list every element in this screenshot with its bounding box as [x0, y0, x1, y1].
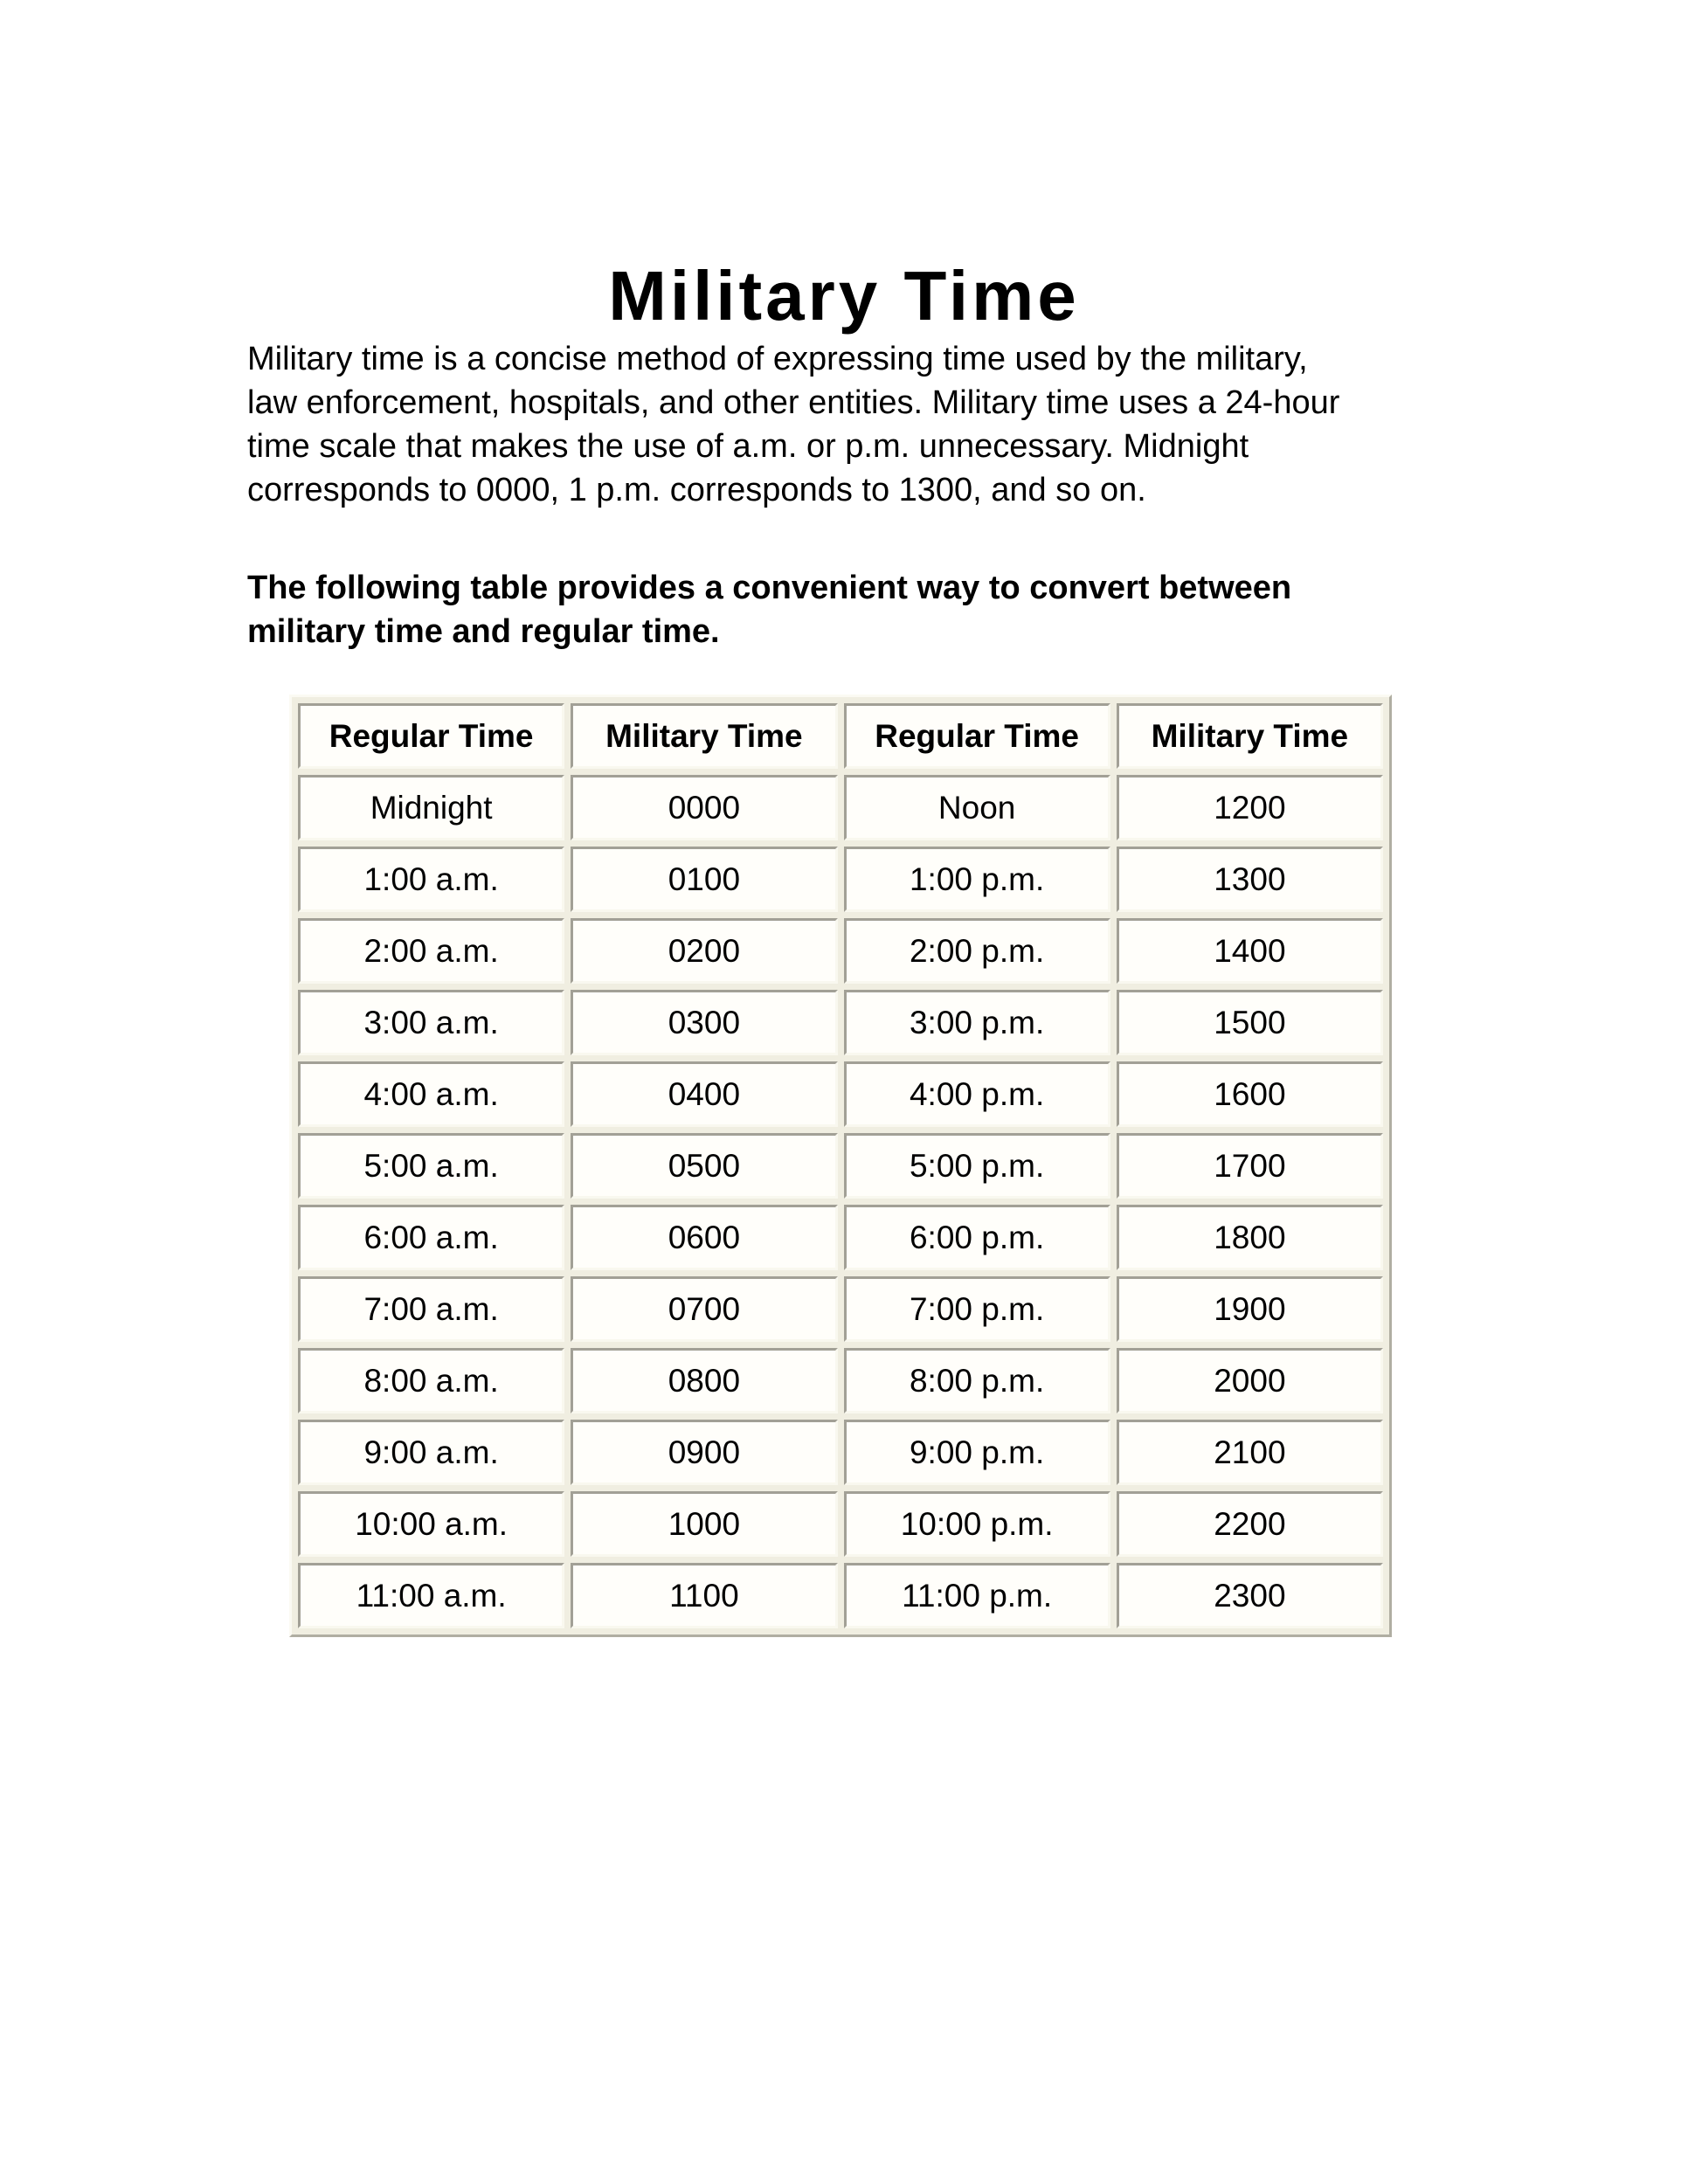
table-header-row — [298, 703, 1383, 769]
table-cell: 11:00 a.m. — [298, 1563, 564, 1628]
intro-line: law enforcement, hospitals, and other entities. Military time uses a 24-hour — [247, 384, 1340, 421]
table-cell: 9:00 p.m. — [844, 1420, 1110, 1485]
table-cell: 1:00 a.m. — [298, 847, 564, 912]
table-cell: 1300 — [1117, 847, 1383, 912]
table-cell: 2200 — [1117, 1491, 1383, 1557]
page-title: Military Time — [608, 256, 1080, 335]
table-row — [298, 1563, 1383, 1628]
table-cell: Midnight — [298, 775, 564, 840]
table-cell: 2:00 a.m. — [298, 918, 564, 984]
table-cell: 3:00 p.m. — [844, 990, 1110, 1055]
conversion-table — [289, 695, 1392, 1637]
conversion-table-body — [298, 775, 1383, 1628]
table-row — [298, 918, 1383, 984]
table-cell: 1400 — [1117, 918, 1383, 984]
table-row — [298, 990, 1383, 1055]
table-cell: 8:00 a.m. — [298, 1348, 564, 1413]
table-cell: 8:00 p.m. — [844, 1348, 1110, 1413]
table-cell: 6:00 a.m. — [298, 1205, 564, 1270]
table-cell: 1600 — [1117, 1061, 1383, 1127]
table-cell: 0900 — [571, 1420, 837, 1485]
intro-line: Military time is a concise method of expressing time used by the military, — [247, 341, 1308, 377]
table-cell: 1000 — [571, 1491, 837, 1557]
table-cell: 0300 — [571, 990, 837, 1055]
table-intro-line: The following table provides a convenient way to convert between — [247, 570, 1292, 606]
table-cell: 1100 — [571, 1563, 837, 1628]
table-row — [298, 847, 1383, 912]
table-header-cell: Regular Time — [298, 703, 564, 769]
table-cell: 2:00 p.m. — [844, 918, 1110, 984]
table-header-cell: Military Time — [571, 703, 837, 769]
table-cell: 0800 — [571, 1348, 837, 1413]
table-cell: 10:00 p.m. — [844, 1491, 1110, 1557]
table-row — [298, 1420, 1383, 1485]
table-cell: 7:00 p.m. — [844, 1276, 1110, 1342]
table-cell: 6:00 p.m. — [844, 1205, 1110, 1270]
table-intro-paragraph — [247, 566, 1470, 653]
table-row — [298, 775, 1383, 840]
table-cell: 5:00 a.m. — [298, 1133, 564, 1199]
table-cell: 5:00 p.m. — [844, 1133, 1110, 1199]
table-header-cell: Regular Time — [844, 703, 1110, 769]
table-row — [298, 1061, 1383, 1127]
table-cell: 1900 — [1117, 1276, 1383, 1342]
table-cell: 10:00 a.m. — [298, 1491, 564, 1557]
table-cell: 0000 — [571, 775, 837, 840]
table-cell: 4:00 a.m. — [298, 1061, 564, 1127]
table-cell: 2000 — [1117, 1348, 1383, 1413]
table-cell: 1200 — [1117, 775, 1383, 840]
table-cell: 1500 — [1117, 990, 1383, 1055]
table-cell: 2100 — [1117, 1420, 1383, 1485]
table-row — [298, 1276, 1383, 1342]
table-cell: 3:00 a.m. — [298, 990, 564, 1055]
table-cell: 0400 — [571, 1061, 837, 1127]
intro-line: time scale that makes the use of a.m. or p.m. unnecessary. Midnight — [247, 428, 1249, 465]
intro-line: corresponds to 0000, 1 p.m. corresponds to 1300, and so on. — [247, 472, 1146, 508]
table-row — [298, 1491, 1383, 1557]
table-row — [298, 1205, 1383, 1270]
table-cell: 9:00 a.m. — [298, 1420, 564, 1485]
table-cell: 0100 — [571, 847, 837, 912]
table-cell: 1800 — [1117, 1205, 1383, 1270]
table-cell: 0200 — [571, 918, 837, 984]
table-row — [298, 1133, 1383, 1199]
table-cell: Noon — [844, 775, 1110, 840]
table-cell: 0600 — [571, 1205, 837, 1270]
table-cell: 1:00 p.m. — [844, 847, 1110, 912]
table-cell: 0700 — [571, 1276, 837, 1342]
table-row — [298, 1348, 1383, 1413]
table-intro-line: military time and regular time. — [247, 613, 720, 650]
table-cell: 0500 — [571, 1133, 837, 1199]
table-header-cell: Military Time — [1117, 703, 1383, 769]
table-cell: 1700 — [1117, 1133, 1383, 1199]
table-cell: 11:00 p.m. — [844, 1563, 1110, 1628]
table-cell: 4:00 p.m. — [844, 1061, 1110, 1127]
table-cell: 2300 — [1117, 1563, 1383, 1628]
intro-paragraph — [247, 337, 1470, 512]
table-cell: 7:00 a.m. — [298, 1276, 564, 1342]
